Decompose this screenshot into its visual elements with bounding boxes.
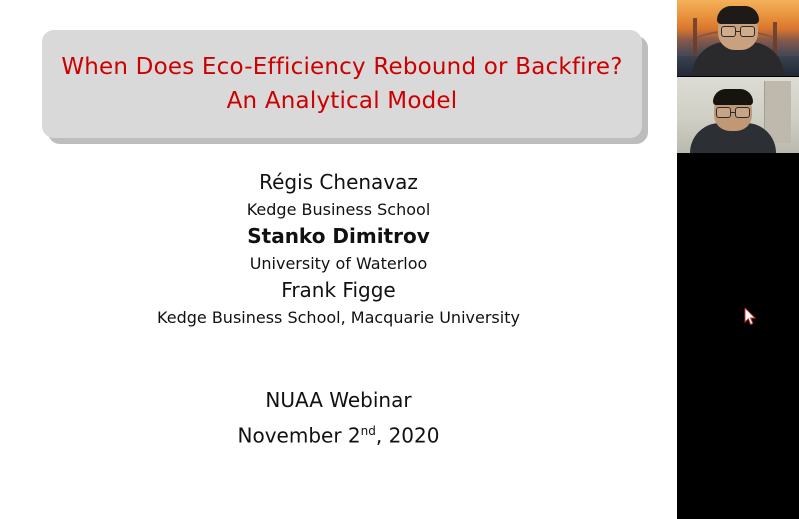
author-affiliation-1: Kedge Business School [246,200,431,219]
participant-video-tile-2[interactable] [677,77,799,153]
event-date-ordinal: nd [360,424,376,438]
author-list [0,168,677,330]
participant-2-glasses-icon [716,108,750,117]
slide-title-box [42,30,642,138]
slide-title-line-2: An Analytical Model [226,88,458,114]
participant-video-tile-1[interactable] [677,0,799,76]
bridge-tower-left-shape [693,18,697,58]
author-affiliation-3: Kedge Business School, Macquarie University [157,308,520,327]
event-date [0,416,677,452]
participant-strip [677,0,799,519]
glasses-lens-right [735,107,750,118]
author-name-3: Frank Figge [281,278,396,302]
event-date-suffix: , 2020 [375,423,440,448]
participant-2-hair [713,89,753,105]
participant-1-hair [717,6,759,24]
glasses-lens-right [740,26,755,37]
event-block [0,385,677,452]
slide-title-line-1: When Does Eco-Efficiency Rebound or Backfire? [61,54,623,80]
event-date-prefix: November 2 [237,423,361,448]
glasses-lens-left [716,107,731,118]
glasses-lens-left [721,26,736,37]
author-name-2: Stanko Dimitrov [247,224,430,248]
author-affiliation-2: University of Waterloo [249,254,428,273]
author-name-1: Régis Chenavaz [259,170,418,194]
event-name: NUAA Webinar [265,388,412,412]
participant-1-glasses-icon [721,27,755,36]
